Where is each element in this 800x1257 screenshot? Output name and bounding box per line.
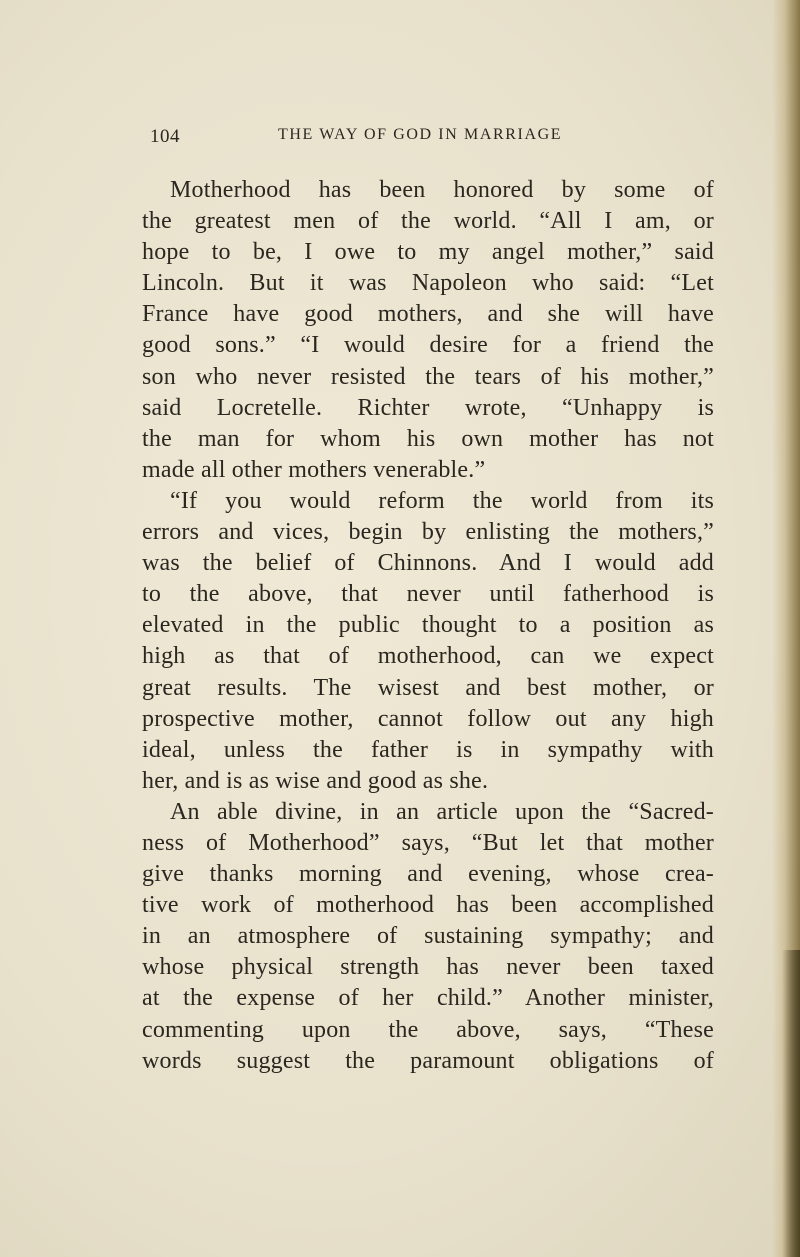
text-line: whose physical strength has never been taxed: [142, 954, 714, 981]
text-line: errors and vices, begin by enlisting the mothers,”: [142, 519, 714, 546]
text-line: hope to be, I owe to my angel mother,” said: [142, 239, 714, 266]
text-line: France have good mothers, and she will have: [142, 301, 714, 328]
page-number: 104: [150, 126, 180, 147]
text-line: son who never resisted the tears of his mother,”: [142, 363, 714, 390]
text-line: “If you would reform the world from its: [170, 487, 714, 514]
text-line: An able divine, in an article upon the “Sacred-: [170, 798, 714, 825]
text-line: Lincoln. But it was Napoleon who said: “Let: [142, 270, 714, 297]
text-line: in an atmosphere of sustaining sympathy; and: [142, 923, 714, 950]
text-line: elevated in the public thought to a position as: [142, 612, 714, 639]
text-line: the man for whom his own mother has not: [142, 425, 714, 452]
text-line: to the above, that never until fatherhood is: [142, 581, 714, 608]
text-line: give thanks morning and evening, whose crea-: [142, 861, 714, 888]
text-line: said Locretelle. Richter wrote, “Unhappy is: [142, 394, 714, 421]
text-line: was the belief of Chinnons. And I would add: [142, 550, 714, 577]
text-line: words suggest the paramount obligations of: [142, 1047, 714, 1074]
running-head: [150, 126, 690, 156]
text-line: great results. The wisest and best mother, or: [142, 674, 714, 701]
text-line: Motherhood has been honored by some of: [170, 177, 714, 203]
text-line: made all other mothers venerable.”: [142, 456, 486, 483]
text-line: ideal, unless the father is in sympathy with: [142, 736, 714, 763]
text-line: her, and is as wise and good as she.: [142, 767, 489, 794]
text-line: good sons.” “I would desire for a friend the: [142, 332, 714, 359]
text-line: high as that of motherhood, can we expect: [142, 643, 714, 670]
text-line: at the expense of her child.” Another minister,: [142, 985, 714, 1012]
text-line: commenting upon the above, says, “These: [142, 1016, 714, 1043]
page-edge-shadow-bottom: [782, 950, 800, 1257]
text-line: ness of Motherhood” says, “But let that mother: [142, 829, 714, 856]
text-line: the greatest men of the world. “All I am, or: [142, 208, 714, 235]
text-line: tive work of motherhood has been accomplished: [142, 892, 714, 919]
body-text: [142, 175, 714, 1077]
text-line: prospective mother, cannot follow out any high: [142, 705, 714, 732]
running-title: THE WAY OF GOD IN MARRIAGE: [278, 126, 563, 143]
